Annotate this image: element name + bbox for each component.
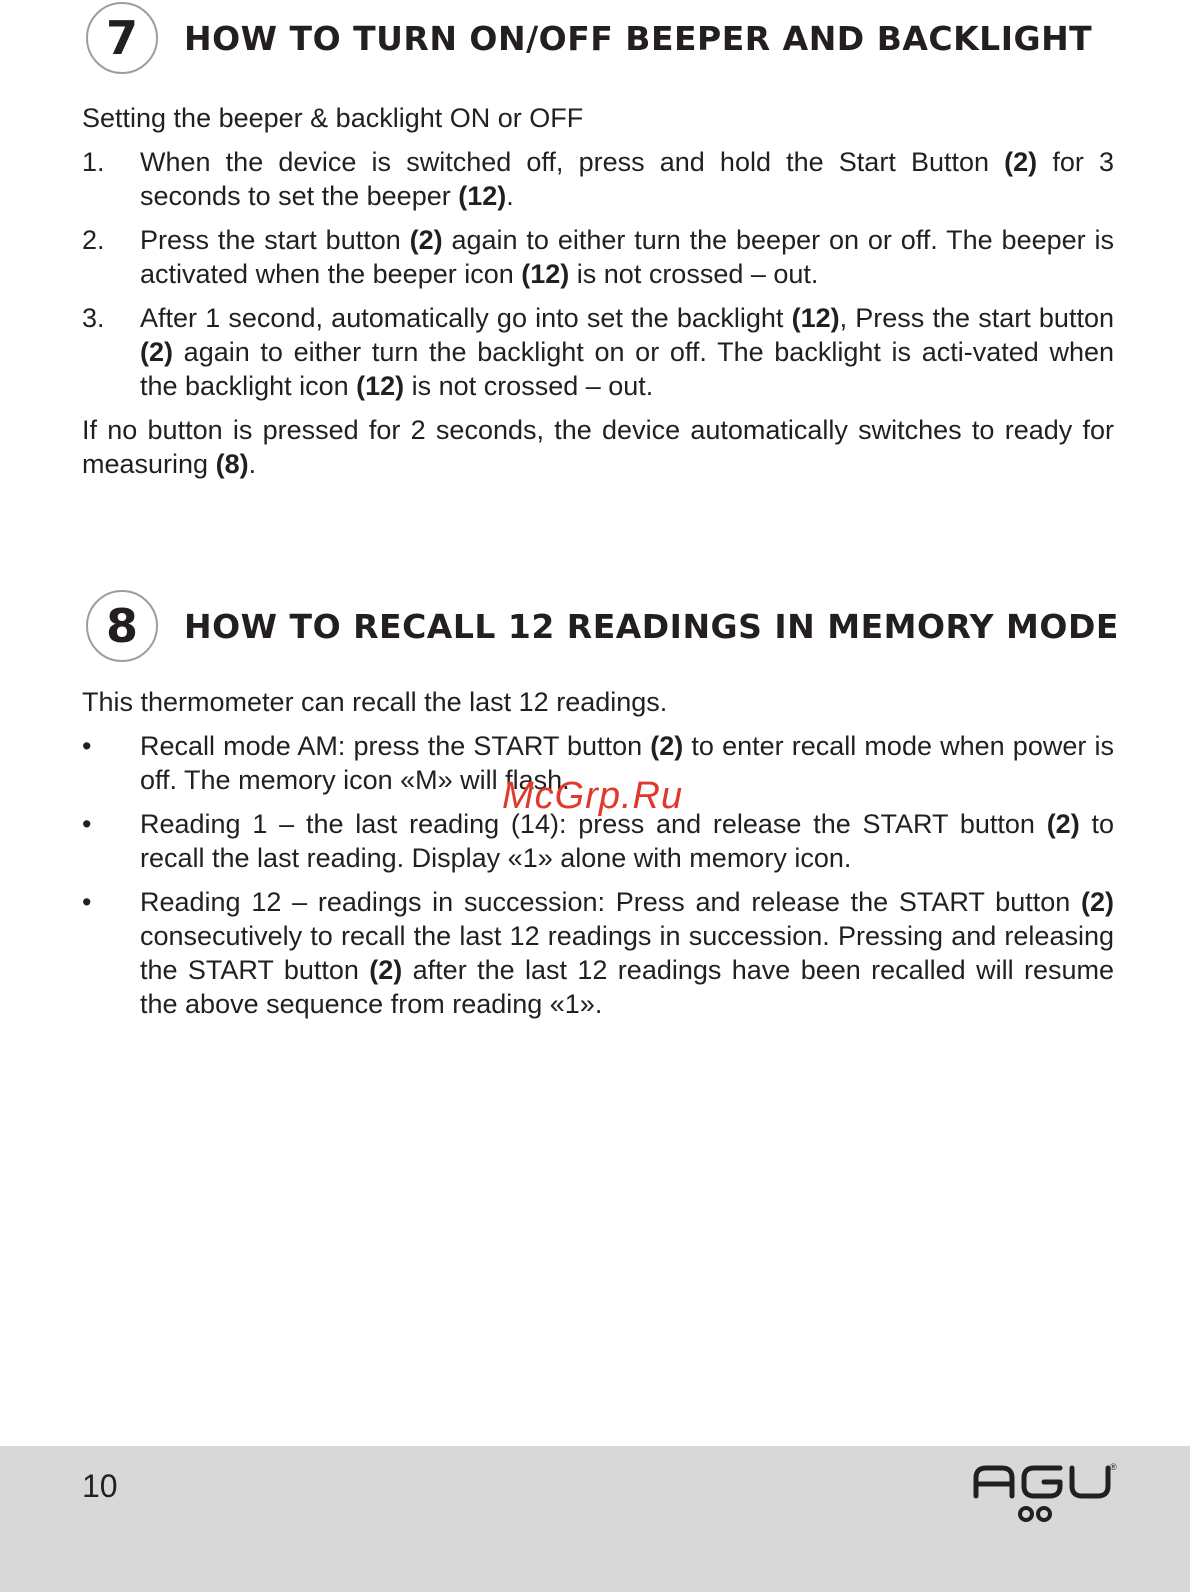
- bullet-icon: •: [82, 887, 92, 917]
- section-7-intro: Setting the beeper & backlight ON or OFF: [82, 103, 584, 133]
- section-8-number-badge: 8: [86, 590, 158, 662]
- section-8-header: [86, 590, 1119, 662]
- section-8-intro: This thermometer can recall the last 12 readings.: [82, 687, 668, 717]
- list-item: 1. When the device is switched off, press and hold the Start Button (2) for 3 seconds to set the beeper (12).: [82, 147, 1114, 211]
- page-number: 10: [82, 1468, 118, 1504]
- section-7-number-badge: 7: [86, 2, 158, 74]
- step-number: 2.: [82, 225, 105, 255]
- agu-logo-icon: [972, 1462, 1117, 1532]
- list-item: • Reading 1 – the last reading (14): press and release the START button (2) to recall the last reading. Display «1» alone with memory icon.: [82, 809, 1114, 873]
- section-7-closing: If no button is pressed for 2 seconds, the device automatically switches to ready for measuring (8).: [82, 415, 1114, 479]
- watermark-text: McGrp.Ru: [502, 775, 684, 817]
- list-item: • Reading 12 – readings in succession: Press and release the START button (2) consecutively to recall the last 12 readings in succession. Pressing and releasing the START button (2) after the last 12 readings have been recalled will resume the above sequence from reading «1».: [82, 887, 1114, 1019]
- bullet-icon: •: [82, 809, 92, 839]
- section-7-title: HOW TO TURN ON/OFF BEEPER AND BACKLIGHT: [184, 18, 1093, 58]
- section-8-bullets: [82, 729, 1114, 1021]
- list-item: 3. After 1 second, automatically go into set the backlight (12), Press the start button (2) again to either turn the backlight on or off. The backlight is acti-vated when the backlight icon (12) is not crossed – out.: [82, 303, 1114, 401]
- page-footer: [0, 1446, 1190, 1592]
- bullet-icon: •: [82, 731, 92, 761]
- section-7-header: [86, 2, 1092, 74]
- list-item: 2. Press the start button (2) again to either turn the beeper on or off. The beeper is activated when the beeper icon (12) is not crossed – out.: [82, 225, 1115, 289]
- section-7-body: [82, 101, 1114, 481]
- section-7-steps: [82, 145, 1114, 403]
- step-number: 1.: [82, 147, 105, 177]
- section-8-title: HOW TO RECALL 12 READINGS IN MEMORY MODE: [184, 606, 1119, 646]
- registered-mark: ®: [1110, 1462, 1117, 1472]
- list-item: • Recall mode AM: press the START button (2) to enter recall mode when power is off. The memory icon «M» will flash.: [82, 731, 1114, 795]
- section-8-body: [82, 685, 1114, 1031]
- step-number: 3.: [82, 303, 105, 333]
